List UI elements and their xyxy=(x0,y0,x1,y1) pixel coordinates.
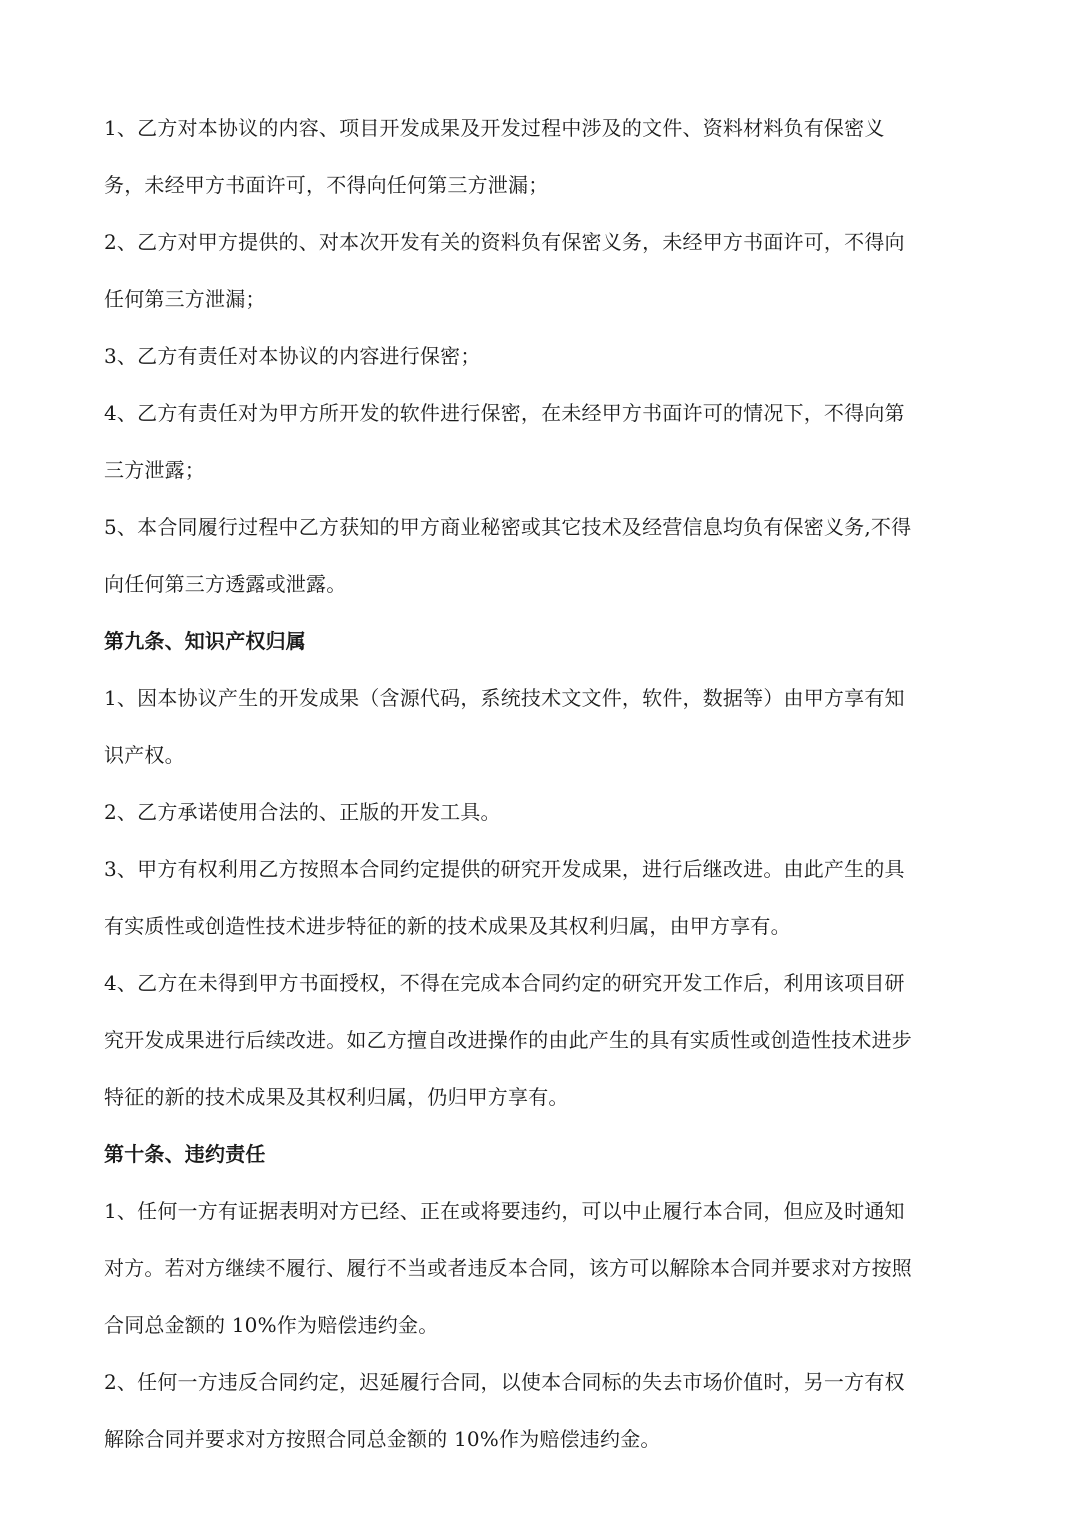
section-heading-clause-9: 第九条、知识产权归属 xyxy=(104,629,306,653)
clause-10-item-1-line-1: 1、任何一方有证据表明对方已经、正在或将要违约，可以中止履行本合同，但应及时通知 xyxy=(104,1199,905,1223)
clause-9-item-2: 2、乙方承诺使用合法的、正版的开发工具。 xyxy=(104,800,501,824)
clause-9-item-3-line-1: 3、甲方有权利用乙方按照本合同约定提供的研究开发成果，进行后继改进。由此产生的具 xyxy=(104,857,905,881)
clause-8-item-4-line-1: 4、乙方有责任对为甲方所开发的软件进行保密，在未经甲方书面许可的情况下，不得向第 xyxy=(104,401,905,425)
clause-8-item-5-line-2: 向任何第三方透露或泄露。 xyxy=(104,572,347,596)
clause-9-item-3-line-2: 有实质性或创造性技术进步特征的新的技术成果及其权利归属，由甲方享有。 xyxy=(104,914,791,938)
clause-8-item-1-line-2: 务，未经甲方书面许可，不得向任何第三方泄漏； xyxy=(104,173,549,197)
clause-10-item-1-line-2: 对方。若对方继续不履行、履行不当或者违反本合同，该方可以解除本合同并要求对方按照 xyxy=(104,1256,912,1280)
clause-10-item-2-line-1: 2、任何一方违反合同约定，迟延履行合同，以使本合同标的失去市场价值时，另一方有权 xyxy=(104,1370,905,1394)
clause-9-item-1-line-2: 识产权。 xyxy=(104,743,185,767)
clause-9-item-4-line-2: 究开发成果进行后续改进。如乙方擅自改进操作的由此产生的具有实质性或创造性技术进步 xyxy=(104,1028,912,1052)
clause-10-item-2-line-2: 解除合同并要求对方按照合同总金额的 10%作为赔偿违约金。 xyxy=(104,1427,661,1451)
clause-9-item-4-line-1: 4、乙方在未得到甲方书面授权，不得在完成本合同约定的研究开发工作后，利用该项目研 xyxy=(104,971,905,995)
clause-8-item-5-line-1: 5、本合同履行过程中乙方获知的甲方商业秘密或其它技术及经营信息均负有保密义务,不得 xyxy=(104,515,912,539)
clause-10-item-1-line-3: 合同总金额的 10%作为赔偿违约金。 xyxy=(104,1313,439,1337)
clause-8-item-2-line-1: 2、乙方对甲方提供的、对本次开发有关的资料负有保密义务，未经甲方书面许可，不得向 xyxy=(104,230,905,254)
clause-8-item-1-line-1: 1、乙方对本协议的内容、项目开发成果及开发过程中涉及的文件、资料材料负有保密义 xyxy=(104,116,885,140)
clause-8-item-2-line-2: 任何第三方泄漏； xyxy=(104,287,266,311)
clause-9-item-4-line-3: 特征的新的技术成果及其权利归属，仍归甲方享有。 xyxy=(104,1085,569,1109)
section-heading-clause-10: 第十条、违约责任 xyxy=(104,1142,266,1166)
clause-9-item-1-line-1: 1、因本协议产生的开发成果（含源代码，系统技术文文件，软件，数据等）由甲方享有知 xyxy=(104,686,905,710)
clause-8-item-3: 3、乙方有责任对本协议的内容进行保密； xyxy=(104,344,481,368)
clause-8-item-4-line-2: 三方泄露； xyxy=(104,458,205,482)
document-page xyxy=(104,100,984,1468)
